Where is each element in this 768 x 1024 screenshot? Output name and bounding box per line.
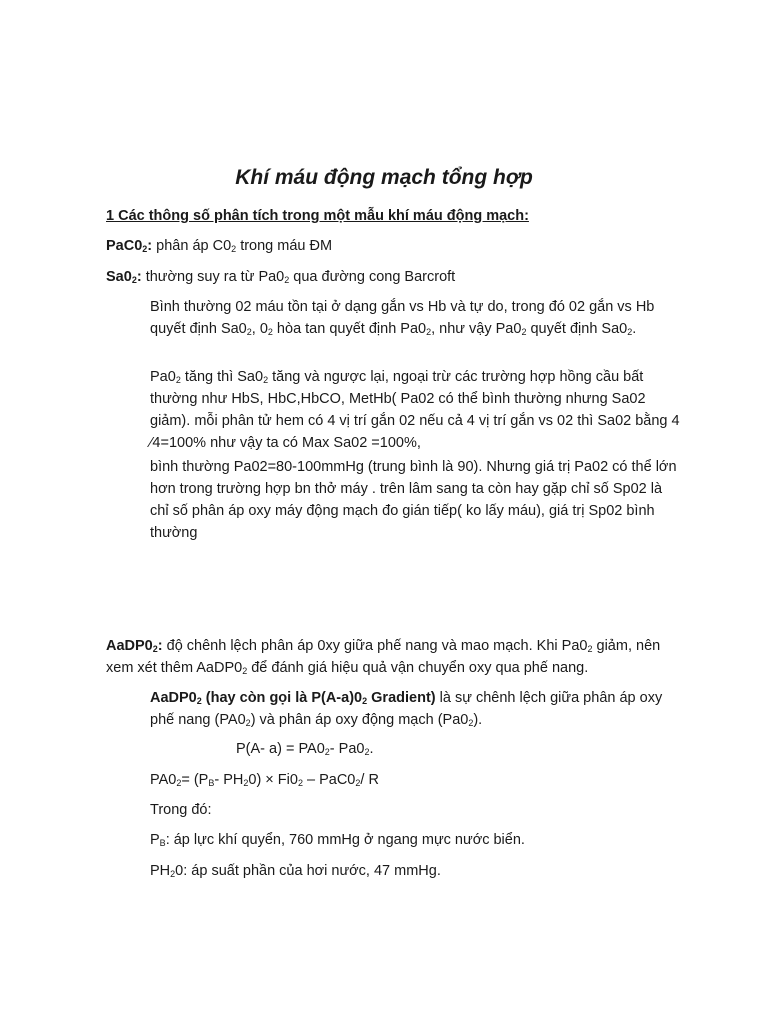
paco2-definition: $PaC0_2$: phân áp $C0_2$ trong máu ĐM [106, 238, 333, 254]
aadpo2-gradient-definition: $AaDP0_2$ (hay còn gọi là $P(A-a)0_2$ Gradient) là sự chênh lệch giữa phân áp oxy phế nang $(PA0_2)$ và phân áp oxy động mạch $(Pa0_2)$. [150, 690, 663, 728]
aadpo2-gradient-term: $AaDP0_2$ (hay còn gọi là $P(A-a)0_2$ Gradient) [150, 690, 436, 706]
pb-definition: $P_B$: áp lực khí quyển, 760 mmHg ở ngang mực nước biển. [150, 832, 525, 848]
aadpo2-term: $AaDP0_2$: [106, 638, 163, 654]
aadpo2-definition: $AaDP0_2$: độ chênh lệch phân áp 0xy giữa phế nang và mao mạch. Khi $Pa0_2$ giảm, nên xem xét thêm $AaDP0_2$ để đánh giá hiệu quả vận chuyển oxy qua phế nang. [106, 638, 661, 676]
formula-gradient: P(A- $a) = PA0_2-$ $Pa0_2$. [236, 741, 374, 757]
where-label: Trong đó: [150, 802, 212, 818]
sao2-definition: $Sa0_2$: thường suy ra từ $Pa0_2$ qua đường cong Barcroft [106, 269, 456, 285]
formula-alveolar-gas: $PA0_2= (P_B-$ $PH_20) \times Fi0_2 - PaC0_2/$ R [150, 772, 379, 788]
paco2-term: $PaC0_2$: [106, 238, 153, 254]
paragraph-pao2-sao2: $Pa0_2$ tăng thì $Sa0_2$ tăng và ngược lại, ngoại trừ các trường hợp hồng cầu bất thường như HbS, HbC,HbCO, MetHb( Pa02 có thể bình thường nhưng Sa02 giảm). mỗi phân tử hem có 4 vị trí gắn 02 nếu cả 4 vị trí gắn vs 02 thì Sa02 bằng 4 ⁄4=100% như vậy ta có Max Sa02 =100%, [150, 369, 680, 451]
paragraph-oxygen-binding: Bình thường 02 máu tồn tại ở dạng gắn vs Hb và tự do, trong đó 02 gắn vs Hb quyết định $Sa0_2$, $0_2$ hòa tan quyết định $Pa0_2$, như vậy $Pa0_2$ quyết định $Sa0_2$. [150, 299, 655, 337]
ph2o-definition: $PH_20$: áp suất phần của hơi nước, 47 mmHg. [150, 863, 441, 879]
sao2-term: $Sa0_2$: [106, 269, 142, 285]
section-heading: 1 Các thông số phân tích trong một mẫu khí máu động mạch: [106, 208, 529, 224]
paragraph-normal-pao2: bình thường Pa02=80-100mmHg (trung bình là 90). Nhưng giá trị Pa02 có thể lớn hơn trong trường hợp bn thở máy . trên lâm sang ta còn hay gặp chỉ số Sp02 là chỉ số phân áp oxy máy động mạch đo gián tiếp( ko lấy máu), giá trị Sp02 bình thường [150, 459, 677, 541]
page-title: Khí máu động mạch tổng hợp [235, 166, 533, 189]
